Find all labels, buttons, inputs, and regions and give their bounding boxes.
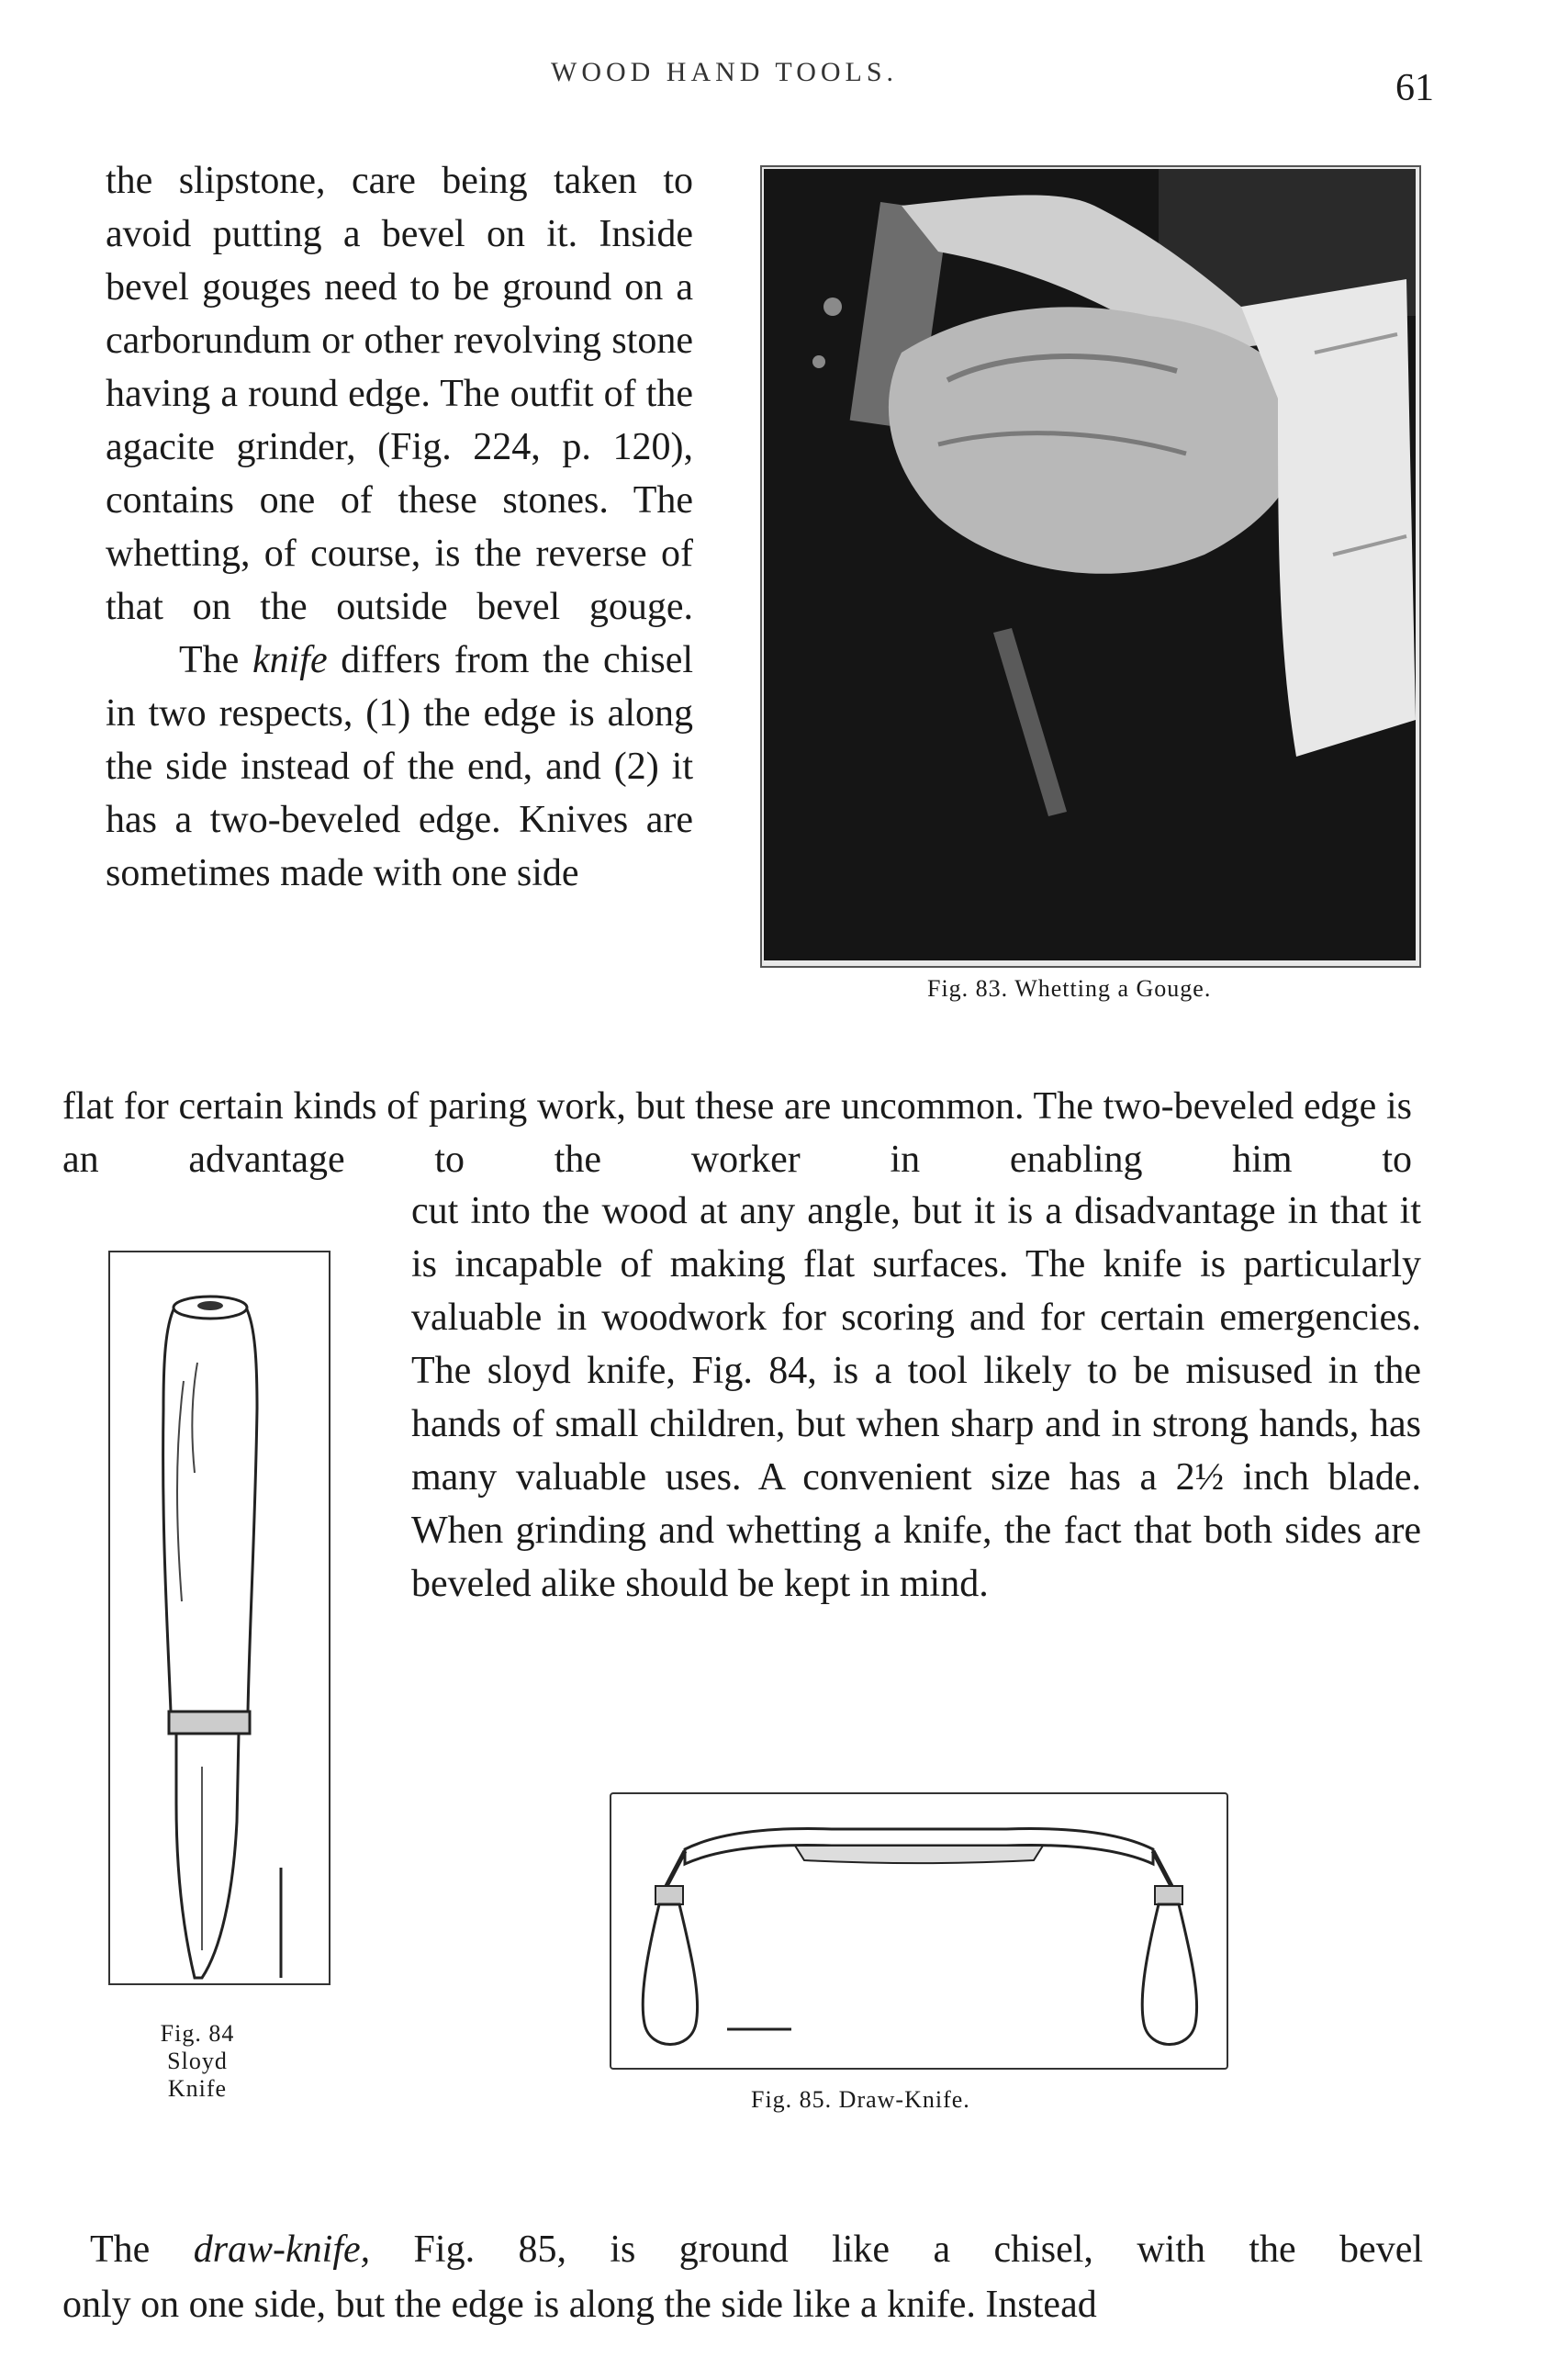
draw-knife-term: draw-knife, <box>193 2228 371 2271</box>
fig84-caption <box>138 2020 257 2103</box>
paragraph-knife <box>106 634 693 900</box>
draw-knife-line-2: only on one side, but the edge is along the side like a knife. Instead <box>62 2284 1097 2326</box>
knife-body: differs from the chisel in two respects, (1) the edge is along the side instead of the end, and (2) it has a two-beveled edge. Knives are sometimes made with one side <box>106 639 694 894</box>
running-header: WOOD HAND TOOLS. <box>551 57 899 87</box>
draw-knife-paragraph <box>62 2222 1424 2332</box>
fig85-caption: Fig. 85. Draw-Knife. <box>751 2086 970 2113</box>
wrap-text <box>411 1184 1421 1611</box>
draw-knife-intro: The <box>90 2228 194 2271</box>
knife-term: knife <box>252 639 328 681</box>
paragraph-slipstone: the slipstone, care being taken to avoid putting a bevel on it. Inside bevel gouges need to be ground on a carborundum or other revolving stone having a round edge. The outfit of the agacite grinder, (Fig. 224, p. 120), contains one of these stones. The whetting, of course, is the reverse of that on the outside bevel gouge. <box>106 160 693 628</box>
page-number: 61 <box>1395 67 1434 109</box>
paragraph-knife-use: cut into the wood at any angle, but it is a disadvantage in that it is incapable of making flat surfaces. The knife is particularly valuable in woodwork for scoring and for certain emergencies. The sloyd knife, Fig. 84, is a tool likely to be misused in the hands of small children, but when sharp and in strong hands, has many valuable uses. A convenient size has a 2½ inch blade. When grinding and whetting a knife, the fact that both sides are beveled alike should be kept in mind. <box>411 1190 1421 1605</box>
fig83-caption: Fig. 83. Whetting a Gouge. <box>927 975 1212 1002</box>
knife-intro: The <box>179 639 252 681</box>
draw-knife-illustration <box>611 1794 1223 2064</box>
draw-knife-line-1-rest: Fig. 85, is ground like a chisel, with the bevel <box>370 2228 1424 2271</box>
sloyd-knife-illustration <box>110 1252 327 1981</box>
fig84-caption-number: Fig. 84 <box>160 2020 235 2047</box>
fig83-photo <box>764 169 1416 960</box>
fig84-caption-title: Sloyd Knife <box>167 2048 228 2102</box>
draw-knife-line-1 <box>90 2222 1423 2277</box>
column-text <box>106 154 693 900</box>
full-width-text: flat for certain kinds of paring work, but these are uncommon. The two-beveled edge is an advantage to the worker in enabling him to <box>62 1085 1412 1181</box>
